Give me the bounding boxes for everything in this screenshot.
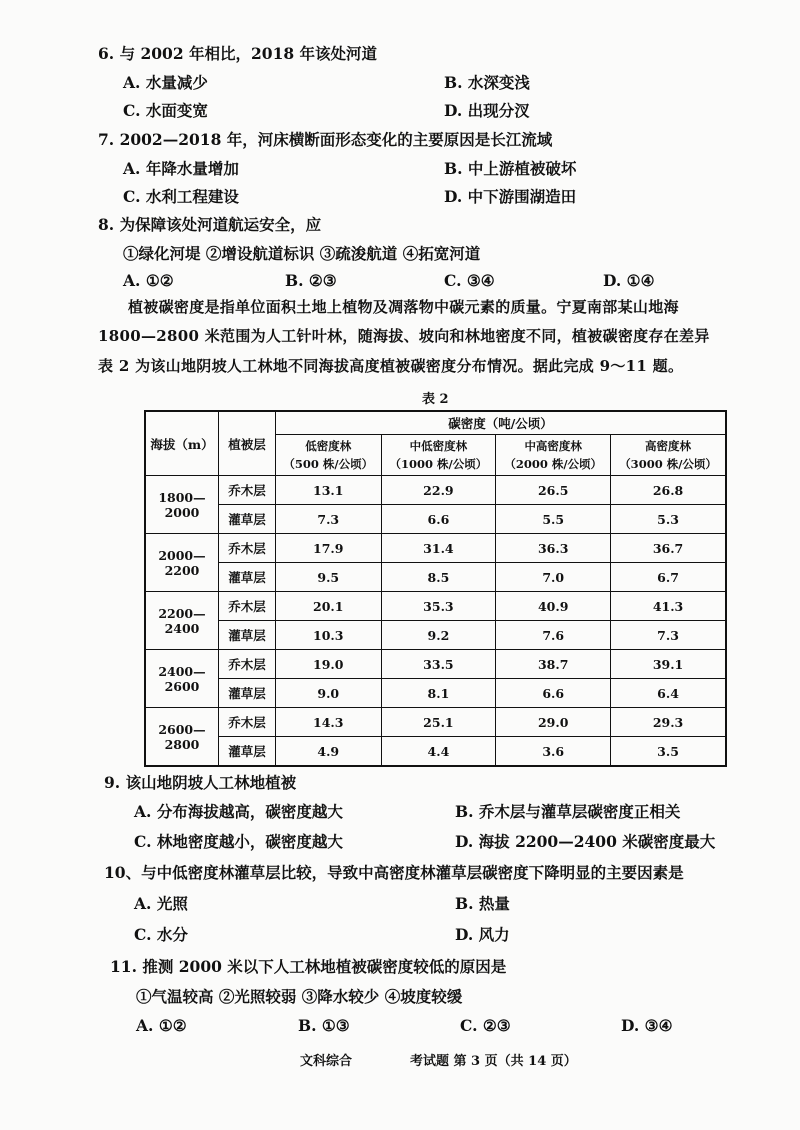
table-caption: 表 2 — [422, 392, 449, 407]
value-cell: 5.3 — [611, 505, 726, 534]
table-row — [145, 476, 726, 505]
value-cell: 19.0 — [276, 650, 382, 679]
q8-stem: 8. 为保障该处河道航运安全，应 — [98, 215, 322, 234]
value-cell: 20.1 — [276, 592, 382, 621]
altitude-cell: 2000—2200 — [145, 534, 219, 592]
table-row — [145, 621, 726, 650]
q9-option-b: B. 乔木层与灌草层碳密度正相关 — [455, 802, 681, 821]
table-row — [145, 708, 726, 737]
q9-option-d: D. 海拔 2200—2400 米碳密度最大 — [455, 832, 716, 851]
q8-items: ①绿化河堤 ②增设航道标识 ③疏浚航道 ④拓宽河道 — [123, 244, 481, 263]
value-cell: 7.3 — [276, 505, 382, 534]
table-row — [145, 505, 726, 534]
q8-option-c: C. ③④ — [444, 271, 495, 290]
table-row — [145, 679, 726, 708]
altitude-cell: 1800—2000 — [145, 476, 219, 534]
q11-option-d: D. ③④ — [621, 1016, 673, 1035]
value-cell: 39.1 — [611, 650, 726, 679]
value-cell: 29.3 — [611, 708, 726, 737]
layer-cell: 乔木层 — [219, 592, 276, 621]
header-layer: 植被层 — [219, 411, 276, 476]
q9-stem: 9. 该山地阴坡人工林地植被 — [104, 773, 297, 792]
value-cell: 6.6 — [496, 679, 611, 708]
altitude-cell: 2200—2400 — [145, 592, 219, 650]
footer-page: 考试题 第 3 页（共 14 页） — [410, 1054, 577, 1069]
q10-option-c: C. 水分 — [134, 925, 188, 944]
q11-stem: 11. 推测 2000 米以下人工林地植被碳密度较低的原因是 — [110, 957, 507, 976]
value-cell: 8.1 — [381, 679, 496, 708]
q8-option-b: B. ②③ — [285, 271, 337, 290]
q7-option-c: C. 水利工程建设 — [123, 187, 239, 206]
value-cell: 36.7 — [611, 534, 726, 563]
carbon-density-table — [144, 410, 727, 767]
q6-option-c: C. 水面变宽 — [123, 101, 208, 120]
table-row — [145, 737, 726, 767]
table-row — [145, 534, 726, 563]
q11-items: ①气温较高 ②光照较弱 ③降水较少 ④坡度较缓 — [136, 987, 463, 1006]
intro-line-1: 植被碳密度是指单位面积土地上植物及凋落物中碳元素的质量。宁夏南部某山地海 — [128, 298, 679, 316]
value-cell: 25.1 — [381, 708, 496, 737]
q11-option-c: C. ②③ — [460, 1016, 511, 1035]
q7-option-d: D. 中下游围湖造田 — [444, 187, 577, 206]
header-col-low: 低密度林 （500 株/公顷） — [276, 435, 382, 476]
value-cell: 26.8 — [611, 476, 726, 505]
intro-line-2: 1800—2800 米范围为人工针叶林，随海拔、坡向和林地密度不同，植被碳密度存在差异 — [98, 327, 710, 345]
value-cell: 13.1 — [276, 476, 382, 505]
layer-cell: 灌草层 — [219, 505, 276, 534]
layer-cell: 灌草层 — [219, 679, 276, 708]
q9-option-c: C. 林地密度越小，碳密度越大 — [134, 832, 343, 851]
q8-option-a: A. ①② — [123, 271, 174, 290]
altitude-cell: 2400—2600 — [145, 650, 219, 708]
q10-option-b: B. 热量 — [455, 894, 510, 913]
q7-option-a: A. 年降水量增加 — [123, 159, 239, 178]
value-cell: 4.9 — [276, 737, 382, 767]
layer-cell: 乔木层 — [219, 534, 276, 563]
q6-option-b: B. 水深变浅 — [444, 73, 530, 92]
value-cell: 40.9 — [496, 592, 611, 621]
value-cell: 5.5 — [496, 505, 611, 534]
value-cell: 10.3 — [276, 621, 382, 650]
q10-stem: 10、与中低密度林灌草层比较，导致中高密度林灌草层碳密度下降明显的主要因素是 — [104, 863, 684, 882]
header-altitude: 海拔（m） — [145, 411, 219, 476]
layer-cell: 乔木层 — [219, 476, 276, 505]
q6-option-a: A. 水量减少 — [123, 73, 208, 92]
value-cell: 41.3 — [611, 592, 726, 621]
header-carbon-density: 碳密度（吨/公顷） — [276, 411, 727, 435]
value-cell: 35.3 — [381, 592, 496, 621]
q7-option-b: B. 中上游植被破坏 — [444, 159, 577, 178]
value-cell: 17.9 — [276, 534, 382, 563]
value-cell: 4.4 — [381, 737, 496, 767]
value-cell: 31.4 — [381, 534, 496, 563]
value-cell: 6.6 — [381, 505, 496, 534]
value-cell: 7.3 — [611, 621, 726, 650]
layer-cell: 乔木层 — [219, 650, 276, 679]
value-cell: 6.7 — [611, 563, 726, 592]
layer-cell: 乔木层 — [219, 708, 276, 737]
q7-stem: 7. 2002—2018 年，河床横断面形态变化的主要原因是长江流域 — [98, 130, 553, 149]
layer-cell: 灌草层 — [219, 621, 276, 650]
q6-option-d: D. 出现分汊 — [444, 101, 530, 120]
table-row — [145, 563, 726, 592]
value-cell: 9.5 — [276, 563, 382, 592]
q11-option-a: A. ①② — [136, 1016, 187, 1035]
value-cell: 33.5 — [381, 650, 496, 679]
layer-cell: 灌草层 — [219, 737, 276, 767]
value-cell: 14.3 — [276, 708, 382, 737]
value-cell: 3.6 — [496, 737, 611, 767]
value-cell: 9.0 — [276, 679, 382, 708]
q10-option-a: A. 光照 — [134, 894, 188, 913]
q8-option-d: D. ①④ — [603, 271, 655, 290]
value-cell: 6.4 — [611, 679, 726, 708]
value-cell: 22.9 — [381, 476, 496, 505]
table-row — [145, 650, 726, 679]
value-cell: 9.2 — [381, 621, 496, 650]
q10-option-d: D. 风力 — [455, 925, 510, 944]
value-cell: 8.5 — [381, 563, 496, 592]
q6-stem: 6. 与 2002 年相比，2018 年该处河道 — [98, 44, 378, 63]
q9-option-a: A. 分布海拔越高，碳密度越大 — [134, 802, 343, 821]
header-col-high: 高密度林 （3000 株/公顷） — [611, 435, 726, 476]
altitude-cell: 2600—2800 — [145, 708, 219, 767]
value-cell: 7.6 — [496, 621, 611, 650]
value-cell: 26.5 — [496, 476, 611, 505]
layer-cell: 灌草层 — [219, 563, 276, 592]
value-cell: 36.3 — [496, 534, 611, 563]
header-col-mid-high: 中高密度林 （2000 株/公顷） — [496, 435, 611, 476]
value-cell: 7.0 — [496, 563, 611, 592]
value-cell: 29.0 — [496, 708, 611, 737]
value-cell: 38.7 — [496, 650, 611, 679]
footer-subject: 文科综合 — [300, 1054, 353, 1069]
q11-option-b: B. ①③ — [298, 1016, 350, 1035]
value-cell: 3.5 — [611, 737, 726, 767]
header-col-mid-low: 中低密度林 （1000 株/公顷） — [381, 435, 496, 476]
table-row — [145, 592, 726, 621]
intro-line-3: 表 2 为该山地阴坡人工林地不同海拔高度植被碳密度分布情况。据此完成 9～11 题。 — [98, 357, 684, 375]
